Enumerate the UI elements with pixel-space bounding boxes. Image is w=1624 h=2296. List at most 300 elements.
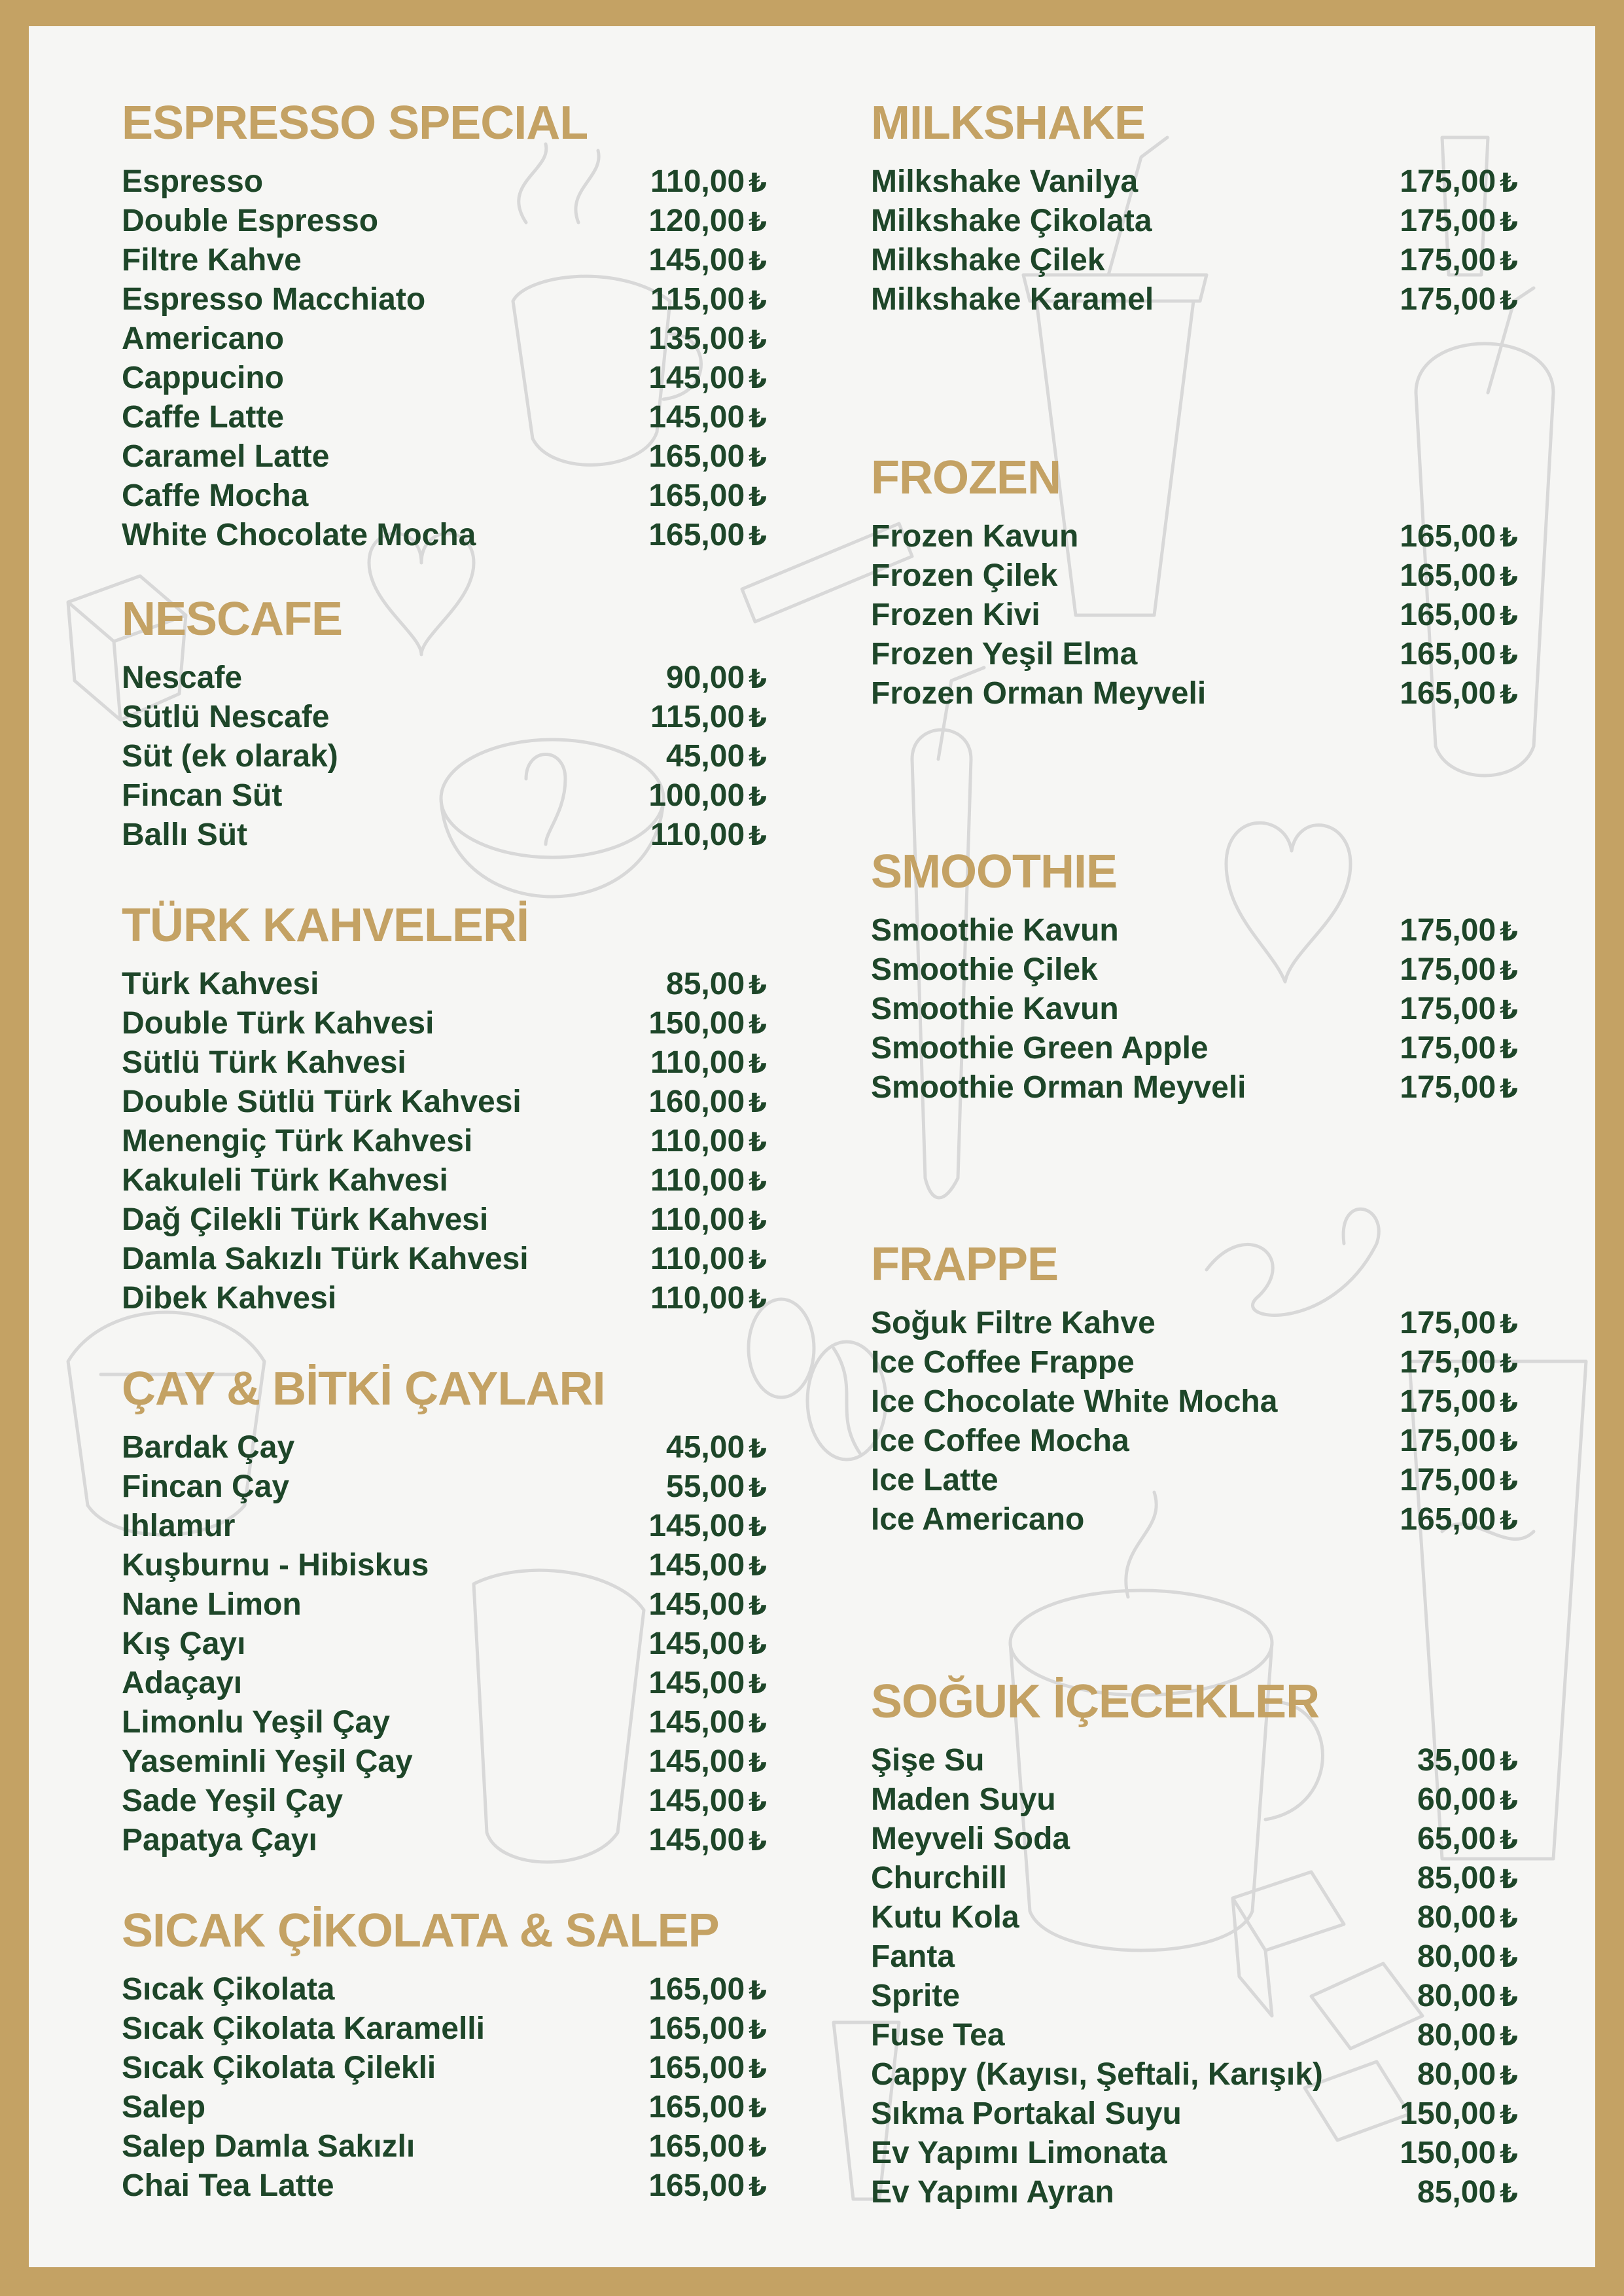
- menu-item-list: [871, 162, 1518, 319]
- price-value: 110,00: [650, 1242, 745, 1276]
- lira-sign-icon: ₺: [749, 168, 767, 198]
- menu-item: [122, 816, 767, 855]
- item-name: Salep: [122, 2090, 206, 2125]
- item-name: Smoothie Çilek: [871, 952, 1098, 987]
- item-name: Fincan Çay: [122, 1469, 290, 1504]
- item-name: Double Sütlü Türk Kahvesi: [122, 1085, 521, 1119]
- price-value: 175,00: [1400, 1031, 1496, 1066]
- menu-item: [122, 202, 767, 241]
- menu-item: [871, 1343, 1518, 1382]
- lira-sign-icon: ₺: [749, 443, 767, 473]
- item-name: Caffe Latte: [122, 400, 285, 435]
- menu-item: [122, 476, 767, 516]
- menu-item: [122, 1703, 767, 1742]
- menu-item: [871, 2134, 1518, 2173]
- item-price: [648, 1782, 767, 1822]
- lira-sign-icon: ₺: [1500, 2179, 1518, 2209]
- menu-item-list: [122, 1970, 767, 2206]
- item-name: Yaseminli Yeşil Çay: [122, 1744, 413, 1779]
- price-value: 160,00: [648, 1085, 745, 1119]
- price-value: 145,00: [648, 1823, 745, 1857]
- price-value: 145,00: [648, 400, 745, 435]
- item-price: [648, 2088, 767, 2128]
- menu-item: [871, 911, 1518, 950]
- menu-item: [122, 162, 767, 202]
- item-price: [1400, 162, 1518, 203]
- price-value: 165,00: [648, 2168, 745, 2203]
- menu-item: [122, 1467, 767, 1507]
- lira-sign-icon: ₺: [749, 1088, 767, 1119]
- menu-item: [871, 2173, 1518, 2212]
- lira-sign-icon: ₺: [1500, 2022, 1518, 2052]
- lira-sign-icon: ₺: [749, 2133, 767, 2163]
- lira-sign-icon: ₺: [749, 1709, 767, 1739]
- menu-item: [122, 1546, 767, 1585]
- lira-sign-icon: ₺: [1500, 1310, 1518, 1340]
- price-value: 150,00: [648, 1006, 745, 1041]
- menu-item: [122, 1585, 767, 1624]
- price-value: 165,00: [648, 518, 745, 552]
- lira-sign-icon: ₺: [749, 1513, 767, 1543]
- lira-sign-icon: ₺: [1500, 1035, 1518, 1065]
- price-value: 145,00: [648, 1548, 745, 1583]
- price-value: 100,00: [648, 778, 745, 813]
- price-value: 80,00: [1417, 1939, 1496, 1974]
- price-value: 165,00: [648, 2011, 745, 2046]
- menu-item: [871, 1068, 1518, 1107]
- item-name: Limonlu Yeşil Çay: [122, 1705, 390, 1740]
- lira-sign-icon: ₺: [1500, 1074, 1518, 1104]
- lira-sign-icon: ₺: [749, 1434, 767, 1464]
- lira-sign-icon: ₺: [749, 1010, 767, 1040]
- price-value: 135,00: [648, 321, 745, 356]
- item-price: [648, 359, 767, 399]
- item-price: [1400, 1382, 1518, 1423]
- menu-item: [122, 776, 767, 816]
- item-price: [648, 776, 767, 817]
- lira-sign-icon: ₺: [749, 821, 767, 852]
- price-value: 110,00: [650, 1045, 745, 1080]
- item-price: [666, 1467, 767, 1508]
- price-value: 35,00: [1417, 1743, 1496, 1778]
- lira-sign-icon: ₺: [749, 1976, 767, 2006]
- item-name: Kakuleli Türk Kahvesi: [122, 1163, 448, 1198]
- section-title: TÜRK KAHVELERİ: [122, 899, 529, 952]
- lira-sign-icon: ₺: [749, 1473, 767, 1503]
- menu-item-list: [122, 965, 767, 1318]
- menu-item: [871, 280, 1518, 319]
- item-price: [648, 1546, 767, 1587]
- price-value: 80,00: [1417, 1979, 1496, 2013]
- lira-sign-icon: ₺: [1500, 2061, 1518, 2091]
- item-price: [650, 1240, 767, 1280]
- lira-sign-icon: ₺: [1500, 207, 1518, 238]
- section-title: SOĞUK İÇECEKLER: [871, 1676, 1320, 1728]
- price-value: 45,00: [666, 739, 745, 774]
- item-name: Smoothie Orman Meyveli: [871, 1070, 1246, 1105]
- item-price: [1400, 596, 1518, 636]
- item-name: Sade Yeşil Çay: [122, 1784, 344, 1818]
- item-price: [1417, 1859, 1518, 1899]
- item-name: Fincan Süt: [122, 778, 283, 813]
- item-name: Dibek Kahvesi: [122, 1281, 337, 1316]
- price-value: 115,00: [650, 700, 745, 734]
- menu-item: [122, 359, 767, 398]
- menu-item-list: [871, 911, 1518, 1107]
- lira-sign-icon: ₺: [1500, 917, 1518, 947]
- menu-item: [871, 1937, 1518, 1977]
- lira-sign-icon: ₺: [749, 247, 767, 277]
- item-price: [666, 1428, 767, 1469]
- lira-sign-icon: ₺: [749, 325, 767, 355]
- lira-sign-icon: ₺: [1500, 1982, 1518, 2013]
- menu-item: [871, 1977, 1518, 2016]
- item-price: [1400, 280, 1518, 321]
- menu-item: [122, 319, 767, 359]
- price-value: 175,00: [1400, 1384, 1496, 1419]
- item-name: Nane Limon: [122, 1587, 302, 1622]
- item-name: Sıcak Çikolata: [122, 1972, 335, 2007]
- lira-sign-icon: ₺: [1500, 996, 1518, 1026]
- item-name: Double Türk Kahvesi: [122, 1006, 434, 1041]
- item-name: Menengiç Türk Kahvesi: [122, 1124, 473, 1158]
- lira-sign-icon: ₺: [749, 1787, 767, 1818]
- lira-sign-icon: ₺: [1500, 247, 1518, 277]
- price-value: 90,00: [666, 660, 745, 695]
- item-name: Kutu Kola: [871, 1900, 1019, 1935]
- menu-item: [122, 1507, 767, 1546]
- menu-item: [122, 516, 767, 555]
- item-price: [1400, 517, 1518, 558]
- price-value: 145,00: [648, 361, 745, 395]
- price-value: 165,00: [648, 2090, 745, 2125]
- item-price: [650, 280, 767, 321]
- item-name: Sıcak Çikolata Çilekli: [122, 2051, 436, 2085]
- menu-item: [122, 1004, 767, 1043]
- item-name: Milkshake Çilek: [871, 243, 1105, 278]
- item-name: Ice Chocolate White Mocha: [871, 1384, 1278, 1419]
- price-value: 165,00: [1400, 676, 1496, 711]
- item-name: Smoothie Kavun: [871, 992, 1119, 1026]
- item-name: Caramel Latte: [122, 439, 330, 474]
- item-name: Filtre Kahve: [122, 243, 302, 278]
- price-value: 175,00: [1400, 243, 1496, 278]
- lira-sign-icon: ₺: [749, 971, 767, 1001]
- item-price: [648, 1742, 767, 1783]
- item-name: Caffe Mocha: [122, 478, 309, 513]
- item-name: Frozen Kivi: [871, 598, 1040, 632]
- item-price: [648, 241, 767, 281]
- menu-item: [871, 202, 1518, 241]
- item-name: Damla Sakızlı Türk Kahvesi: [122, 1242, 529, 1276]
- lira-sign-icon: ₺: [1500, 601, 1518, 632]
- price-value: 165,00: [1400, 558, 1496, 593]
- item-name: Ice Coffee Mocha: [871, 1424, 1129, 1458]
- item-price: [1400, 1304, 1518, 1344]
- menu-item-list: [122, 658, 767, 855]
- item-name: Meyveli Soda: [871, 1821, 1070, 1856]
- section-title: NESCAFE: [122, 593, 343, 645]
- lira-sign-icon: ₺: [749, 286, 767, 316]
- menu-item: [122, 1624, 767, 1664]
- menu-item: [871, 162, 1518, 202]
- price-value: 65,00: [1417, 1821, 1496, 1856]
- menu-item: [871, 2055, 1518, 2094]
- menu-item: [122, 1428, 767, 1467]
- lira-sign-icon: ₺: [749, 522, 767, 552]
- item-price: [1400, 911, 1518, 952]
- lira-sign-icon: ₺: [749, 365, 767, 395]
- lira-sign-icon: ₺: [749, 1206, 767, 1236]
- item-price: [648, 437, 767, 478]
- price-value: 165,00: [1400, 598, 1496, 632]
- lira-sign-icon: ₺: [1500, 168, 1518, 198]
- section-title: SICAK ÇİKOLATA & SALEP: [122, 1905, 719, 1957]
- menu-item: [122, 398, 767, 437]
- lira-sign-icon: ₺: [1500, 1349, 1518, 1379]
- item-name: Smoothie Kavun: [871, 913, 1119, 948]
- price-value: 80,00: [1417, 1900, 1496, 1935]
- menu-item: [122, 2009, 767, 2049]
- item-price: [648, 1624, 767, 1665]
- price-value: 145,00: [648, 1626, 745, 1661]
- item-name: Kış Çayı: [122, 1626, 246, 1661]
- lira-sign-icon: ₺: [749, 1748, 767, 1778]
- menu-item: [871, 1859, 1518, 1898]
- item-price: [650, 162, 767, 203]
- lira-sign-icon: ₺: [749, 482, 767, 512]
- menu-item: [871, 1898, 1518, 1937]
- menu-item: [122, 1043, 767, 1083]
- item-name: Dağ Çilekli Türk Kahvesi: [122, 1202, 489, 1237]
- item-name: Adaçayı: [122, 1666, 243, 1700]
- item-name: Kuşburnu - Hibiskus: [122, 1548, 429, 1583]
- section-title: ÇAY & BİTKİ ÇAYLARI: [122, 1363, 605, 1415]
- menu-item: [871, 1741, 1518, 1780]
- price-value: 80,00: [1417, 2018, 1496, 2053]
- lira-sign-icon: ₺: [749, 1591, 767, 1621]
- price-value: 110,00: [650, 164, 745, 199]
- lira-sign-icon: ₺: [749, 1049, 767, 1079]
- price-value: 165,00: [648, 2051, 745, 2085]
- swirl-doodle: [1207, 1209, 1379, 1315]
- item-name: Frozen Orman Meyveli: [871, 676, 1207, 711]
- price-value: 110,00: [650, 1124, 745, 1158]
- menu-item: [122, 1161, 767, 1200]
- item-price: [1417, 2173, 1518, 2214]
- item-price: [648, 1821, 767, 1861]
- menu-item: [871, 674, 1518, 713]
- menu-item-list: [122, 1428, 767, 1860]
- item-name: Sıcak Çikolata Karamelli: [122, 2011, 485, 2046]
- lira-sign-icon: ₺: [1500, 680, 1518, 710]
- item-name: Papatya Çayı: [122, 1823, 317, 1857]
- menu-item-list: [871, 517, 1518, 713]
- item-price: [1400, 2094, 1518, 2135]
- price-value: 115,00: [650, 282, 745, 317]
- menu-item: [871, 1029, 1518, 1068]
- price-value: 175,00: [1400, 913, 1496, 948]
- item-name: Churchill: [871, 1861, 1008, 1895]
- item-name: Chai Tea Latte: [122, 2168, 334, 2203]
- item-price: [648, 1585, 767, 1626]
- lira-sign-icon: ₺: [749, 1246, 767, 1276]
- price-value: 165,00: [1400, 519, 1496, 554]
- lira-sign-icon: ₺: [749, 404, 767, 434]
- price-value: 175,00: [1400, 1306, 1496, 1340]
- price-value: 110,00: [650, 1163, 745, 1198]
- lira-sign-icon: ₺: [1500, 2140, 1518, 2170]
- item-name: Frozen Kavun: [871, 519, 1079, 554]
- lira-sign-icon: ₺: [749, 1128, 767, 1158]
- menu-item: [871, 1304, 1518, 1343]
- item-name: Espresso: [122, 164, 264, 199]
- item-name: Sütlü Türk Kahvesi: [122, 1045, 406, 1080]
- lira-sign-icon: ₺: [749, 1827, 767, 1857]
- menu-item: [122, 965, 767, 1004]
- item-name: Cappucino: [122, 361, 284, 395]
- item-name: Sıkma Portakal Suyu: [871, 2096, 1182, 2131]
- item-name: Süt (ek olarak): [122, 739, 338, 774]
- item-price: [1400, 1029, 1518, 1069]
- item-price: [1417, 1937, 1518, 1978]
- lira-sign-icon: ₺: [1500, 1467, 1518, 1497]
- price-value: 145,00: [648, 1666, 745, 1700]
- item-price: [648, 1703, 767, 1744]
- menu-item: [122, 2088, 767, 2127]
- item-price: [648, 516, 767, 556]
- item-name: Espresso Macchiato: [122, 282, 426, 317]
- item-price: [1400, 1343, 1518, 1384]
- price-value: 165,00: [648, 2129, 745, 2164]
- lira-sign-icon: ₺: [1500, 1943, 1518, 1973]
- price-value: 165,00: [648, 439, 745, 474]
- menu-item: [122, 1742, 767, 1782]
- item-price: [1400, 556, 1518, 597]
- item-price: [648, 319, 767, 360]
- item-price: [648, 2127, 767, 2168]
- item-name: Ice Coffee Frappe: [871, 1345, 1135, 1380]
- item-price: [666, 658, 767, 699]
- price-value: 45,00: [666, 1430, 745, 1465]
- lira-sign-icon: ₺: [1500, 286, 1518, 316]
- item-price: [1400, 635, 1518, 675]
- price-value: 145,00: [648, 1744, 745, 1779]
- item-price: [648, 476, 767, 517]
- item-name: Şişe Su: [871, 1743, 985, 1778]
- item-price: [1400, 241, 1518, 281]
- item-name: Frozen Çilek: [871, 558, 1058, 593]
- menu-item: [122, 1083, 767, 1122]
- price-value: 165,00: [648, 1972, 745, 2007]
- menu-item: [122, 1122, 767, 1161]
- lira-sign-icon: ₺: [749, 664, 767, 694]
- item-name: Fuse Tea: [871, 2018, 1005, 2053]
- menu-item: [122, 437, 767, 476]
- item-price: [1400, 1422, 1518, 1462]
- price-value: 165,00: [648, 478, 745, 513]
- item-price: [648, 1507, 767, 1547]
- section-title: MILKSHAKE: [871, 97, 1145, 149]
- menu-item: [871, 517, 1518, 556]
- item-name: White Chocolate Mocha: [122, 518, 476, 552]
- price-value: 150,00: [1400, 2096, 1496, 2131]
- lira-sign-icon: ₺: [1500, 2100, 1518, 2130]
- price-value: 150,00: [1400, 2136, 1496, 2170]
- price-value: 175,00: [1400, 204, 1496, 238]
- item-name: Milkshake Vanilya: [871, 164, 1139, 199]
- item-name: Fanta: [871, 1939, 955, 1974]
- menu-item: [871, 1461, 1518, 1500]
- lira-sign-icon: ₺: [749, 207, 767, 238]
- price-value: 175,00: [1400, 1345, 1496, 1380]
- item-name: Milkshake Çikolata: [871, 204, 1152, 238]
- lira-sign-icon: ₺: [749, 743, 767, 773]
- item-name: Americano: [122, 321, 285, 356]
- lira-sign-icon: ₺: [1500, 1388, 1518, 1418]
- lira-sign-icon: ₺: [1500, 1747, 1518, 1777]
- section-title: FRAPPE: [871, 1238, 1059, 1291]
- menu-item: [122, 2166, 767, 2206]
- lira-sign-icon: ₺: [1500, 956, 1518, 986]
- item-price: [1417, 1820, 1518, 1860]
- item-price: [648, 1004, 767, 1045]
- price-value: 80,00: [1417, 2057, 1496, 2092]
- menu-item: [871, 1500, 1518, 1539]
- item-price: [648, 1083, 767, 1123]
- price-value: 165,00: [1400, 1502, 1496, 1537]
- menu-item: [122, 658, 767, 698]
- price-value: 175,00: [1400, 1070, 1496, 1105]
- item-price: [1417, 1898, 1518, 1939]
- price-value: 175,00: [1400, 1424, 1496, 1458]
- item-name: Double Espresso: [122, 204, 379, 238]
- lira-sign-icon: ₺: [1500, 1427, 1518, 1458]
- item-price: [650, 1161, 767, 1202]
- menu-item: [871, 556, 1518, 596]
- lira-sign-icon: ₺: [749, 1167, 767, 1197]
- item-name: Sütlü Nescafe: [122, 700, 330, 734]
- lira-sign-icon: ₺: [749, 1670, 767, 1700]
- price-value: 145,00: [648, 1705, 745, 1740]
- menu-item: [122, 280, 767, 319]
- item-price: [650, 816, 767, 856]
- item-name: Maden Suyu: [871, 1782, 1056, 1817]
- price-value: 85,00: [1417, 1861, 1496, 1895]
- item-price: [1400, 990, 1518, 1030]
- menu-item: [122, 1664, 767, 1703]
- lira-sign-icon: ₺: [749, 2015, 767, 2045]
- item-price: [1417, 1741, 1518, 1782]
- menu-item: [122, 737, 767, 776]
- lira-sign-icon: ₺: [749, 1285, 767, 1315]
- lira-sign-icon: ₺: [1500, 523, 1518, 553]
- price-value: 145,00: [648, 1587, 745, 1622]
- item-price: [648, 398, 767, 439]
- menu-item: [122, 1240, 767, 1279]
- item-price: [648, 2049, 767, 2089]
- price-value: 110,00: [650, 1202, 745, 1237]
- price-value: 85,00: [1417, 2175, 1496, 2210]
- section-title: ESPRESSO SPECIAL: [122, 97, 588, 149]
- item-price: [1400, 1500, 1518, 1541]
- price-value: 145,00: [648, 1509, 745, 1543]
- menu-item: [871, 635, 1518, 674]
- item-price: [1400, 950, 1518, 991]
- item-price: [1400, 2134, 1518, 2174]
- menu-item: [871, 596, 1518, 635]
- item-name: Ballı Süt: [122, 817, 248, 852]
